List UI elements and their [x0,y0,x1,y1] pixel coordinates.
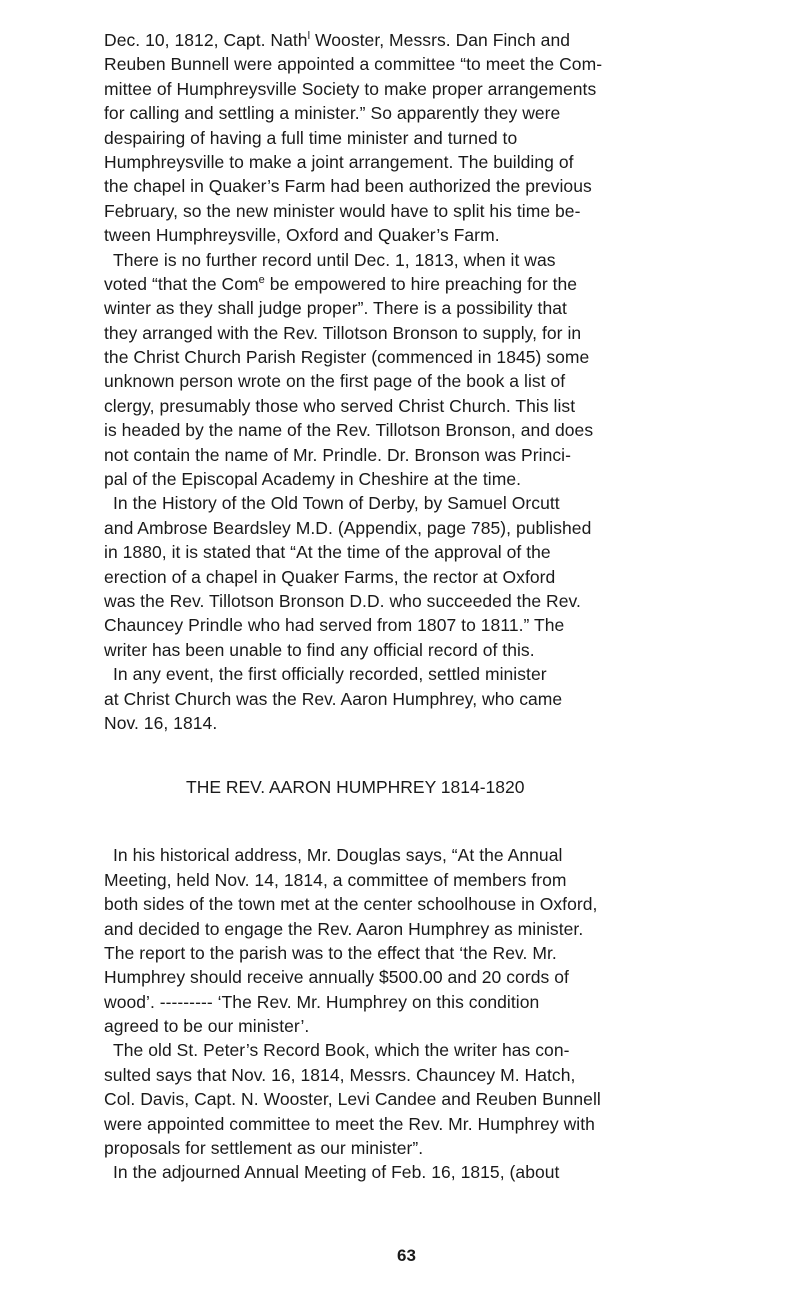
text-line [104,965,772,989]
line-text: unknown person wrote on the first page of the book a list of [104,371,566,392]
text-line [104,77,772,101]
text-line [104,565,772,589]
text-line [104,711,772,735]
superscript: l [307,30,311,43]
line-text: is headed by the name of the Rev. Tillotson Bronson, and does [104,420,594,441]
text-line [104,843,772,867]
text-line [104,1087,772,1111]
text-line [104,52,772,76]
line-text: Reuben Bunnell were appointed a committee “to meet the Com- [104,54,603,75]
line-text: Col. Davis, Capt. N. Wooster, Levi Candee and Reuben Bunnell [104,1089,601,1110]
page-number: 63 [397,1246,416,1265]
text-line [104,150,772,174]
line-text: pal of the Episcopal Academy in Cheshire at the time. [104,469,522,490]
line-text: despairing of having a full time minister and turned to [104,127,518,148]
text-line [104,248,772,272]
line-text: was the Rev. Tillotson Bronson D.D. who succeeded the Rev. [104,590,581,611]
line-text: Dec. 10, 1812, Capt. Nath [104,30,308,50]
text-line [104,491,772,515]
line-text: at Christ Church was the Rev. Aaron Humphrey, who came [104,688,563,709]
text-line [104,868,772,892]
line-text: February, so the new minister would have to split his time be- [104,200,581,221]
text-line [104,917,772,941]
line-text: Nov. 16, 1814. [104,712,218,733]
line-text: In the adjourned Annual Meeting of Feb. 16, 1815, (about [113,1162,560,1183]
text-line [104,126,772,150]
text-line [104,589,772,613]
text-line [104,28,772,52]
line-text: sulted says that Nov. 16, 1814, Messrs. Chauncey M. Hatch, [104,1064,576,1085]
text-line [104,1112,772,1136]
line-text: erection of a chapel in Quaker Farms, the rector at Oxford [104,566,556,587]
text-line [104,662,772,686]
text-line [104,199,772,223]
line-text: The old St. Peter’s Record Book, which the writer has con- [113,1040,570,1061]
text-block-2 [104,843,772,1184]
line-text: and Ambrose Beardsley M.D. (Appendix, page 785), published [104,517,592,538]
text-line [104,990,772,1014]
line-text: writer has been unable to find any official record of this. [104,639,535,660]
text-line [104,443,772,467]
line-text: both sides of the town met at the center schoolhouse in Oxford, [104,894,598,915]
line-text: Humphrey should receive annually $500.00 and 20 cords of [104,967,569,988]
line-text: the Christ Church Parish Register (commenced in 1845) some [104,347,590,368]
line-text: mittee of Humphreysville Society to make proper arrangements [104,78,597,99]
text-line [104,394,772,418]
line-text: and decided to engage the Rev. Aaron Humphrey as minister. [104,918,584,939]
line-text: were appointed committee to meet the Rev. Mr. Humphrey with [104,1113,595,1134]
text-line [104,369,772,393]
text-line [104,1038,772,1062]
line-text: not contain the name of Mr. Prindle. Dr. Bronson was Princi- [104,444,571,465]
line-text: tween Humphreysville, Oxford and Quaker’s Farm. [104,225,500,246]
text-line [104,467,772,491]
text-line [104,1136,772,1160]
text-line [104,1160,772,1184]
line-text: the chapel in Quaker’s Farm had been authorized the previous [104,176,592,197]
line-text: In his historical address, Mr. Douglas says, “At the Annual [113,845,563,866]
text-line [104,272,772,296]
text-line [104,321,772,345]
line-text: In any event, the first officially recorded, settled minister [113,664,547,685]
text-line [104,174,772,198]
text-line [104,1063,772,1087]
line-text: Humphreysville to make a joint arrangement. The building of [104,151,574,172]
text-line [104,638,772,662]
text-line [104,223,772,247]
line-text: winter as they shall judge proper”. There is a possibility that [104,298,567,319]
line-text: voted “that the Com [104,273,259,294]
line-text: be empowered to hire preaching for the [264,273,578,294]
text-line [104,101,772,125]
text-line [104,1014,772,1038]
superscript: e [258,274,265,287]
text-line [104,418,772,442]
line-text: Meeting, held Nov. 14, 1814, a committee of members from [104,869,567,890]
text-line [104,892,772,916]
text-line [104,941,772,965]
line-text: Chauncey Prindle who had served from 1807 to 1811.” The [104,615,565,636]
line-text: In the History of the Old Town of Derby, by Samuel Orcutt [113,493,560,514]
line-text: for calling and settling a minister.” So apparently they were [104,103,561,124]
document-page [104,28,772,1185]
line-text: they arranged with the Rev. Tillotson Bronson to supply, for in [104,322,582,343]
text-block-1 [104,28,772,735]
text-line [104,613,772,637]
line-text: wood’. --------- ‘The Rev. Mr. Humphrey on this condition [104,991,540,1012]
section-heading: THE REV. AARON HUMPHREY 1814-1820 [186,777,525,798]
text-line [104,296,772,320]
line-text: clergy, presumably those who served Christ Church. This list [104,395,576,416]
text-line [104,345,772,369]
text-line [104,687,772,711]
line-text: in 1880, it is stated that “At the time of the approval of the [104,542,551,563]
text-line [104,540,772,564]
line-text: proposals for settlement as our minister”. [104,1138,424,1159]
line-text: There is no further record until Dec. 1, 1813, when it was [113,249,556,270]
line-text: agreed to be our minister’. [104,1016,310,1037]
text-line [104,516,772,540]
line-text: The report to the parish was to the effect that ‘the Rev. Mr. [104,942,557,963]
line-text: Wooster, Messrs. Dan Finch and [310,30,571,50]
